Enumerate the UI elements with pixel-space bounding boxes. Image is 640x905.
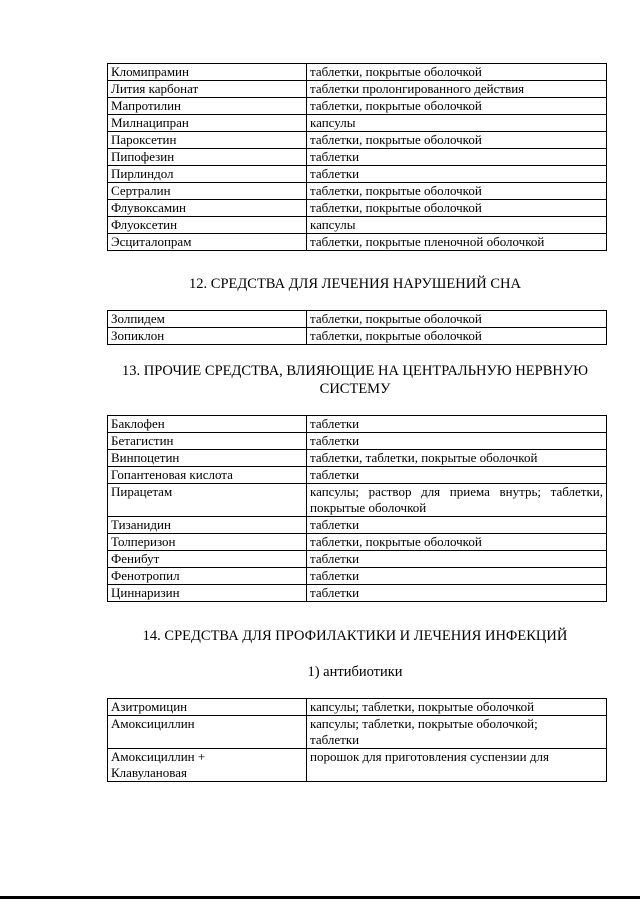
section-heading-infections: 14. СРЕДСТВА ДЛЯ ПРОФИЛАКТИКИ И ЛЕЧЕНИЯ ИНФЕКЦИЙ [142,628,568,644]
drug-name: Зопиклон [108,328,307,345]
dosage-form: порошок для приготовления суспензии для [307,749,607,782]
section-heading-line: СИСТЕМУ [319,381,391,397]
drug-table-cns [107,415,607,602]
drug-name: Пирацетам [108,484,307,517]
section-heading-cns [100,362,610,398]
subsection-heading-antibiotics: 1) антибиотики [307,664,403,680]
dosage-form: таблетки, покрытые оболочкой [307,98,607,115]
table-row [108,450,607,467]
drug-name: Пипофезин [108,149,307,166]
drug-name: Амоксициллин + Клавулановая [108,749,307,782]
drug-name: Фенибут [108,551,307,568]
table-row [108,234,607,251]
drug-name: Сертралин [108,183,307,200]
drug-name: Флувоксамин [108,200,307,217]
dosage-form: таблетки, покрытые оболочкой [307,311,607,328]
drug-name: Амоксициллин [108,716,307,749]
dosage-form: таблетки [307,149,607,166]
drug-name: Азитромицин [108,699,307,716]
table-row [108,200,607,217]
dosage-form: таблетки, покрытые оболочкой [307,200,607,217]
dosage-form: таблетки [307,517,607,534]
dosage-form: капсулы [307,115,607,132]
drug-name: Фенотропил [108,568,307,585]
section-heading-line: 13. ПРОЧИЕ СРЕДСТВА, ВЛИЯЮЩИЕ НА ЦЕНТРАЛЬНУЮ НЕРВНУЮ [121,363,589,379]
drug-table-sleep [107,310,607,345]
dosage-form: таблетки, покрытые оболочкой [307,183,607,200]
table-row [108,585,607,602]
section-heading-sleep: 12. СРЕДСТВА ДЛЯ ЛЕЧЕНИЯ НАРУШЕНИЙ СНА [189,276,521,292]
table-row [108,115,607,132]
table-row [108,484,607,517]
dosage-form: таблетки, покрытые оболочкой [307,132,607,149]
drug-table-antidepressants [107,63,607,251]
drug-name: Кломипрамин [108,64,307,81]
dosage-form: таблетки, покрытые оболочкой [307,328,607,345]
dosage-form: таблетки [307,585,607,602]
drug-name: Флуоксетин [108,217,307,234]
dosage-form: таблетки, покрытые оболочкой [307,64,607,81]
table-row [108,328,607,345]
table-row [108,149,607,166]
table-row [108,64,607,81]
table-row [108,568,607,585]
drug-name: Эсциталопрам [108,234,307,251]
dosage-form: таблетки [307,467,607,484]
drug-name: Гопантеновая кислота [108,467,307,484]
drug-table-antibiotics [107,698,607,782]
drug-name: Бетагистин [108,433,307,450]
dosage-form: таблетки [307,551,607,568]
drug-name: Толперизон [108,534,307,551]
page-bottom-rule [0,896,640,899]
table-row [108,534,607,551]
drug-name: Винпоцетин [108,450,307,467]
dosage-form: таблетки [307,568,607,585]
table-row [108,132,607,149]
dosage-form: таблетки, таблетки, покрытые оболочкой [307,450,607,467]
table-row [108,467,607,484]
table-row [108,433,607,450]
drug-name: Милнаципран [108,115,307,132]
table-row [108,311,607,328]
table-row [108,551,607,568]
table-row [108,699,607,716]
dosage-form: капсулы; таблетки, покрытые оболочкой; таблетки [307,716,607,749]
table-row [108,716,607,749]
drug-name: Золпидем [108,311,307,328]
drug-name: Мапротилин [108,98,307,115]
dosage-form: таблетки [307,416,607,433]
dosage-form: таблетки, покрытые пленочной оболочкой [307,234,607,251]
table-row [108,517,607,534]
drug-name: Лития карбонат [108,81,307,98]
dosage-form: капсулы; раствор для приема внутрь; таблетки, покрытые оболочкой [307,484,607,517]
dosage-form: таблетки [307,166,607,183]
drug-name: Пароксетин [108,132,307,149]
dosage-form: капсулы; таблетки, покрытые оболочкой [307,699,607,716]
table-row [108,98,607,115]
table-row [108,183,607,200]
dosage-form: таблетки [307,433,607,450]
dosage-form: капсулы [307,217,607,234]
table-row [108,749,607,782]
drug-name: Циннаризин [108,585,307,602]
table-row [108,81,607,98]
table-row [108,217,607,234]
drug-name: Тизанидин [108,517,307,534]
dosage-form: таблетки, покрытые оболочкой [307,534,607,551]
dosage-form: таблетки пролонгированного действия [307,81,607,98]
drug-name: Баклофен [108,416,307,433]
table-row [108,416,607,433]
table-row [108,166,607,183]
drug-name: Пирлиндол [108,166,307,183]
